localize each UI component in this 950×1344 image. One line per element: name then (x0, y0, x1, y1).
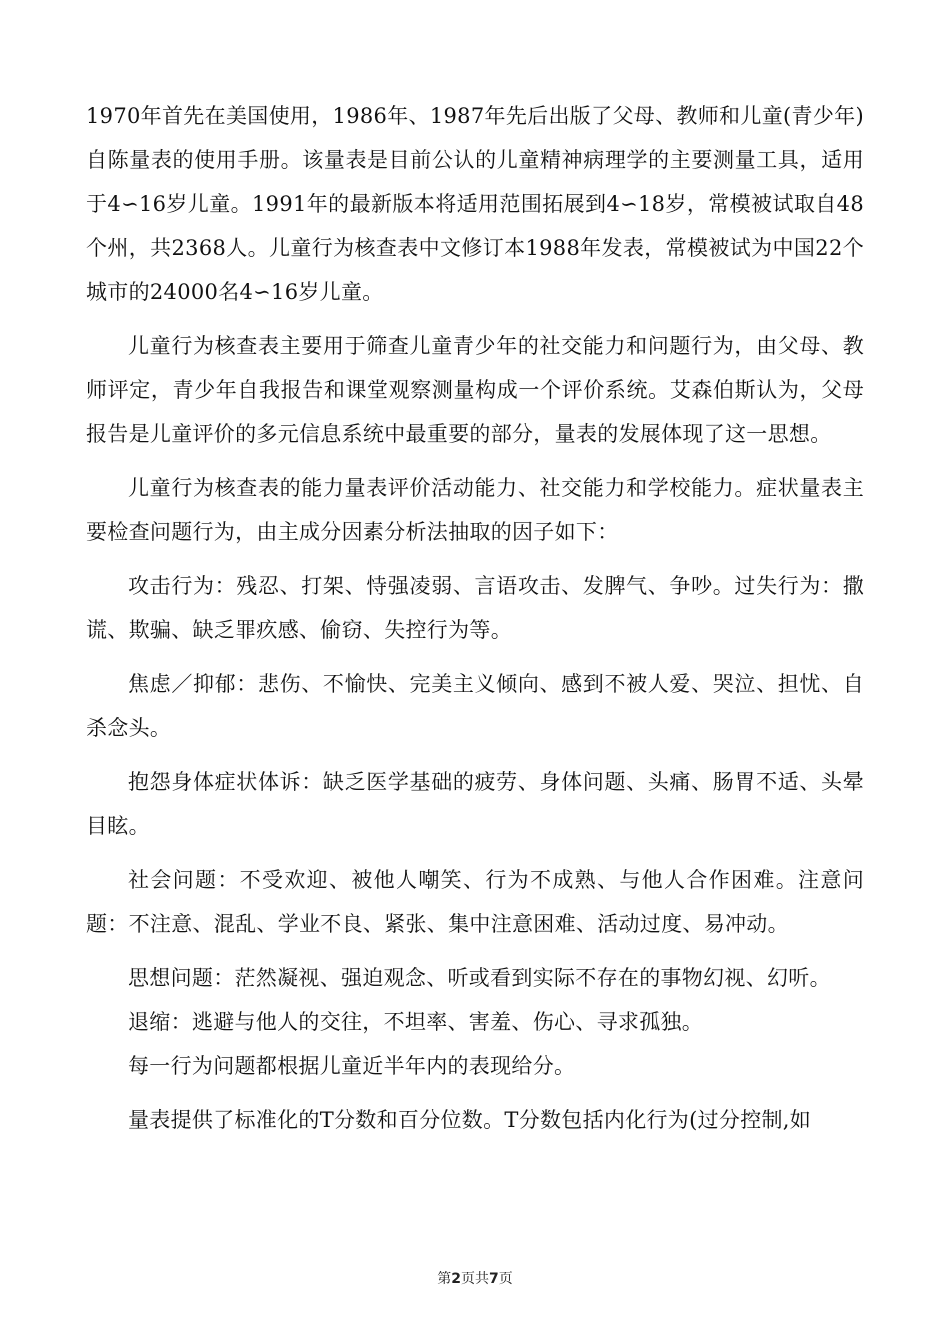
page-body (86, 94, 864, 1142)
paragraph-3: 儿童行为核查表的能力量表评价活动能力、社交能力和学校能力。症状量表主要检查问题行为，由主成分因素分析法抽取的因子如下： (86, 476, 864, 544)
factor-anxiety: 焦虑／抑郁：悲伤、不愉快、完美主义倾向、感到不被人爱、哭泣、担忧、自杀念头。 (86, 672, 864, 740)
footer-suffix: 页 (498, 1271, 513, 1287)
factor-thought: 思想问题：茫然凝视、强迫观念、听或看到实际不存在的事物幻视、幻听。 (128, 966, 831, 990)
paragraph-2: 儿童行为核查表主要用于筛查儿童青少年的社交能力和问题行为，由父母、教师评定，青少年自我报告和课堂观察测量构成一个评价系统。艾森伯斯认为，父母报告是儿童评价的多元信息系统中最重要的部分，量表的发展体现了这一思想。 (86, 334, 864, 446)
footer-total-pages: 7 (489, 1271, 499, 1287)
factor-withdrawal: 退缩：逃避与他人的交往，不坦率、害羞、伤心、寻求孤独。 (128, 1010, 704, 1034)
scoring-note: 每一行为问题都根据儿童近半年内的表现给分。 (128, 1054, 576, 1078)
t-score-paragraph: 量表提供了标准化的T分数和百分位数。T分数包括内化行为(过分控制,如 (128, 1108, 812, 1132)
page-footer (0, 1268, 950, 1288)
footer-middle: 页共 (461, 1271, 489, 1287)
factor-aggression: 攻击行为：残忍、打架、恃强凌弱、言语攻击、发脾气、争吵。过失行为：撒谎、欺骗、缺乏罪疚感、偷窃、失控行为等。 (86, 574, 864, 642)
footer-prefix: 第 (437, 1271, 452, 1287)
factor-somatic: 抱怨身体症状体诉：缺乏医学基础的疲劳、身体问题、头痛、肠胃不适、头晕目眩。 (86, 770, 864, 838)
paragraph-1: 1970年首先在美国使用，1986年、1987年先后出版了父母、教师和儿童(青少年)自陈量表的使用手册。该量表是目前公认的儿童精神病理学的主要测量工具，适用于4∽16岁儿童。1991年的最新版本将适用范围拓展到4∽18岁，常模被试取自48个州，共2368人。儿童行为核查表中文修订本1988年发表，常模被试为中国22个城市的24000名4∽16岁儿童。 (86, 104, 864, 304)
footer-current-page: 2 (451, 1271, 461, 1287)
factor-social: 社会问题：不受欢迎、被他人嘲笑、行为不成熟、与他人合作困难。注意问题：不注意、混乱、学业不良、紧张、集中注意困难、活动过度、易冲动。 (86, 868, 864, 936)
